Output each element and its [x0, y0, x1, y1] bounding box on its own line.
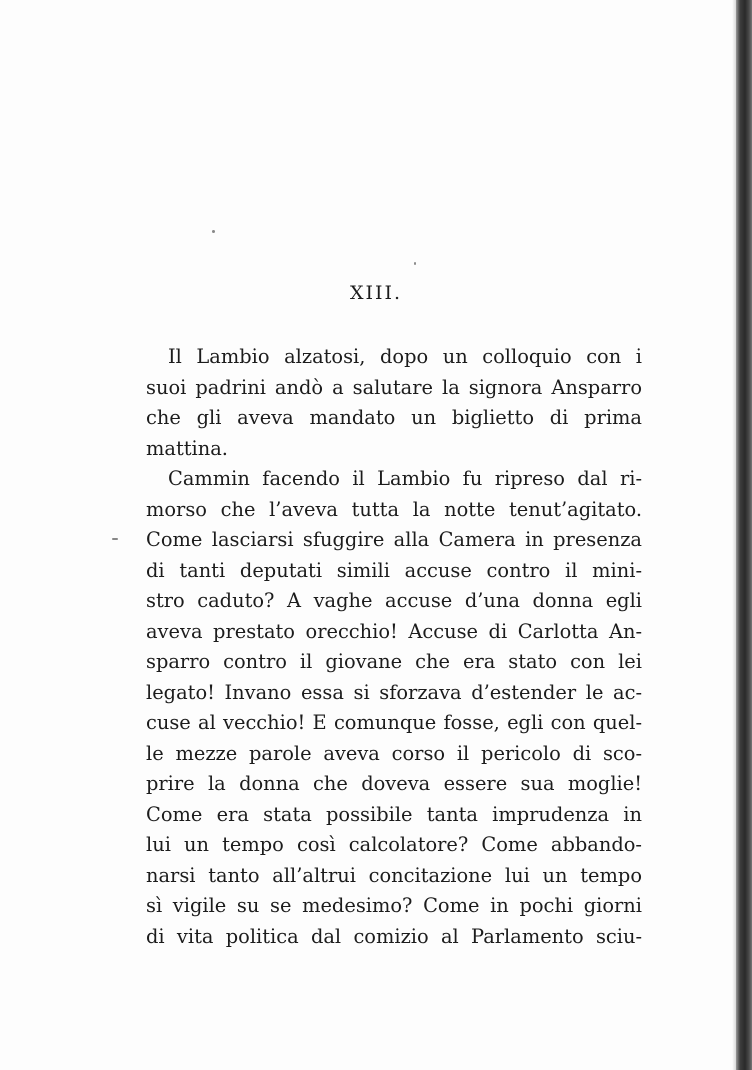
chapter-heading: XIII. [349, 282, 403, 304]
text-line: sparro contro il giovane che era stato con lei [146, 650, 642, 673]
text-line: cuse al vecchio! E comunque fosse, egli con quel- [146, 711, 642, 734]
text-line: Il Lambio alzatosi, dopo un colloquio con i [168, 345, 642, 368]
text-line: prire la donna che doveva essere sua moglie! [146, 772, 642, 795]
text-line: aveva prestato orecchio! Accuse di Carlotta An- [146, 619, 642, 643]
text-line: le mezze parole aveva corso il pericolo di sco- [146, 741, 642, 765]
text-line: Come lasciarsi sfuggire alla Camera in presenza [146, 528, 642, 551]
text-line: narsi tanto all’altrui concitazione lui un tempo [146, 863, 642, 887]
text-line: morso che l’aveva tutta la notte tenut’agitato. [146, 497, 642, 521]
text-line: lui un tempo così calcolatore? Come abbando- [146, 833, 642, 856]
paper-speck [414, 262, 416, 265]
text-line: Cammin facendo il Lambio fu ripreso dal ri- [168, 467, 642, 490]
text-line: stro caduto? A vaghe accuse d’una donna egli [146, 589, 642, 612]
text-line: Come era stata possibile tanta imprudenza in [146, 802, 642, 826]
page-binding-edge [736, 0, 752, 1070]
paragraph [146, 464, 642, 952]
text-line: di vita politica dal comizio al Parlamento sciu- [146, 924, 642, 948]
text-line: sì vigile su se medesimo? Come in pochi giorni [146, 894, 642, 917]
text-line: di tanti deputati simili accuse contro il mini- [146, 558, 642, 582]
paper-speck [112, 538, 118, 540]
body-text [146, 342, 642, 952]
paragraph [146, 342, 642, 464]
text-line: mattina. [146, 436, 228, 460]
text-line: suoi padrini andò a salutare la signora Ansparro [146, 375, 642, 399]
text-line: che gli aveva mandato un biglietto di prima [146, 406, 642, 429]
text-line: legato! Invano essa si sforzava d’estender le ac- [146, 680, 642, 704]
paper-speck [212, 230, 215, 233]
